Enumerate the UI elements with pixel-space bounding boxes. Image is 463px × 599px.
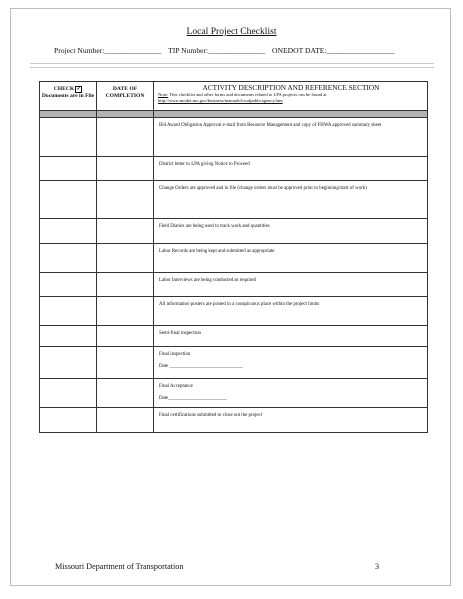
shaded-separator-row: [40, 111, 428, 118]
completion-date-cell[interactable]: [97, 408, 154, 433]
check-cell[interactable]: [40, 244, 97, 273]
check-cell[interactable]: [40, 379, 97, 408]
activity-description: Bid Award Obligation Approval e-mail from Resource Management and copy of FHWA approved summary sheet: [159, 123, 382, 128]
header-divider: [30, 67, 434, 68]
completion-date-cell[interactable]: [97, 297, 154, 326]
note-label: Note:: [158, 92, 169, 97]
table-row: [40, 157, 428, 181]
activity-note: [158, 92, 424, 103]
activity-description: Final inspection: [159, 352, 191, 357]
footer-org: Missouri Department of Transportation: [55, 562, 184, 571]
activity-description-cell: [154, 347, 428, 379]
completion-date-cell[interactable]: [97, 244, 154, 273]
checklist-rows: [40, 111, 428, 433]
checklist-table: [39, 81, 428, 433]
check-column-header: [40, 82, 97, 111]
activity-description: Semi-final inspection: [159, 331, 201, 336]
activity-description: All information posters are posted in a conspicuous place within the project limits: [159, 302, 320, 307]
table-row: [40, 219, 428, 244]
check-cell[interactable]: [40, 297, 97, 326]
check-cell[interactable]: [40, 118, 97, 157]
onedot-date-field[interactable]: ONEDOT DATE:__________________: [272, 46, 395, 55]
table-row: [40, 273, 428, 297]
activity-description-cell: [154, 408, 428, 433]
activity-title: ACTIVITY DESCRIPTION AND REFERENCE SECTION: [202, 83, 380, 92]
table-header-row: [40, 82, 428, 111]
check-label: CHECK: [53, 86, 75, 92]
activity-description-cell: [154, 273, 428, 297]
activity-description: Final certifications submitted to close out the project: [159, 413, 263, 418]
completion-date-cell[interactable]: [97, 219, 154, 244]
check-cell[interactable]: [40, 408, 97, 433]
date-column-header: DATE OF COMPLETION: [97, 82, 154, 111]
header-fields: [54, 46, 400, 55]
activity-description-cell: [154, 244, 428, 273]
checkbox-checked-icon: ✓: [76, 87, 81, 92]
activity-description-cell: [154, 219, 428, 244]
activity-description: Labor Records are being kept and submitted as appropriate: [159, 249, 275, 254]
activity-description-cell: [154, 157, 428, 181]
note-text: This checklist and other forms and documents related to LPA projects can be found at: [168, 92, 327, 97]
tip-number-field[interactable]: TIP Number:_______________: [168, 46, 266, 55]
table-row: [40, 408, 428, 433]
reference-link[interactable]: http://www.modot.mo.gov/business/manuals/localpublicagency.htm: [158, 97, 283, 103]
activity-description: Final Acceptance: [159, 384, 193, 389]
check-cell[interactable]: [40, 219, 97, 244]
activity-description-cell: [154, 379, 428, 408]
activity-description: Change Orders are approved and in file (change orders must be approved prior to beginning/start of work): [159, 186, 367, 191]
table-row: [40, 118, 428, 157]
date-field[interactable]: Date________________________: [159, 395, 227, 401]
table-row: [40, 244, 428, 273]
footer-page-number: 3: [375, 562, 380, 571]
activity-description: Field Diaries are being used to track work and quantities: [159, 224, 270, 229]
header-divider: [30, 63, 434, 64]
table-row: [40, 347, 428, 379]
project-number-field[interactable]: Project Number:_______________: [54, 46, 162, 55]
table-row: [40, 181, 428, 219]
completion-date-cell[interactable]: [97, 181, 154, 219]
table-row: [40, 297, 428, 326]
date-field[interactable]: Date ______________________________: [159, 363, 243, 369]
check-cell[interactable]: [40, 181, 97, 219]
activity-column-header: [154, 82, 428, 111]
activity-description: District letter to LPA giving Notice to Proceed: [159, 162, 250, 167]
check-cell[interactable]: [40, 157, 97, 181]
table-row: [40, 326, 428, 347]
table-row: [40, 379, 428, 408]
check-cell[interactable]: [40, 326, 97, 347]
page-title: Local Project Checklist: [186, 26, 277, 37]
completion-date-cell[interactable]: [97, 157, 154, 181]
check-sublabel: Documents are in File: [41, 93, 95, 99]
activity-description: Labor Interviews are being conducted as required: [159, 278, 256, 283]
completion-date-cell[interactable]: [97, 326, 154, 347]
activity-description-cell: [154, 181, 428, 219]
completion-date-cell[interactable]: [97, 379, 154, 408]
completion-date-cell[interactable]: [97, 118, 154, 157]
activity-description-cell: [154, 326, 428, 347]
completion-date-cell[interactable]: [97, 347, 154, 379]
activity-description-cell: [154, 118, 428, 157]
check-cell[interactable]: [40, 347, 97, 379]
check-cell[interactable]: [40, 273, 97, 297]
activity-description-cell: [154, 297, 428, 326]
completion-date-cell[interactable]: [97, 273, 154, 297]
